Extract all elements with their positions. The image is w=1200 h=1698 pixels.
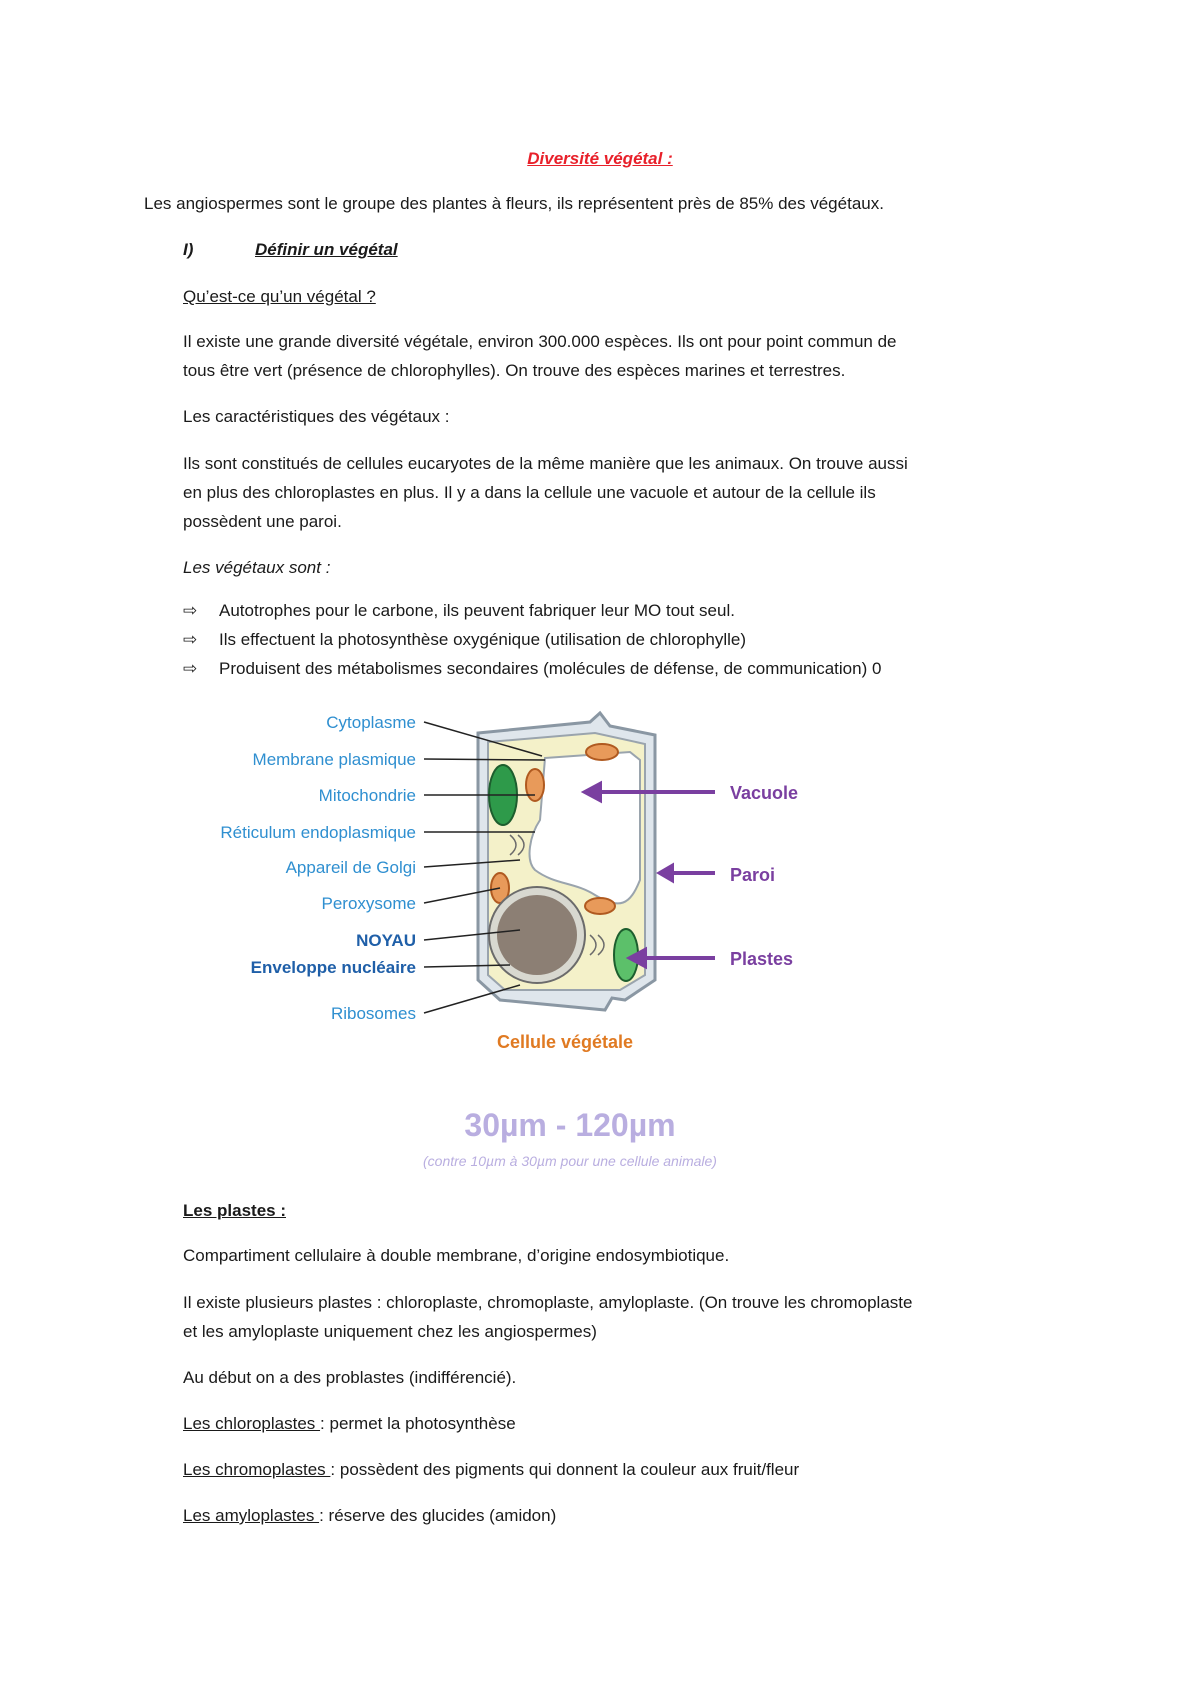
document-title: Diversité végétal : [527,149,673,168]
label-enveloppe-nucleaire: Enveloppe nucléaire [250,958,416,977]
paragraph-line: possèdent une paroi. [183,512,342,531]
label-ribosomes: Ribosomes [330,1004,416,1023]
vegetals-label: Les végétaux sont : [183,558,331,577]
paragraph-line: Il existe une grande diversité végétale, environ 300.000 espèces. Ils ont pour point commun de [183,332,897,351]
plastes-line: Il existe plusieurs plastes : chloroplaste, chromoplaste, amyloplaste. (On trouve les chromoplaste [183,1293,913,1312]
label-peroxysome: Peroxysome [321,894,416,913]
cell-size: 30µm - 120µm [464,1107,676,1143]
figure-caption: Cellule végétale [496,1032,634,1052]
mitochondria [586,744,618,760]
cell-size-note: (contre 10µm à 30µm pour une cellule animale) [423,1153,717,1169]
hollow-right-arrow-icon: ⇨ [183,601,198,620]
label-paroi: Paroi [730,865,776,885]
plastes-heading: Les plastes : [183,1201,286,1220]
label-cytoplasme: Cytoplasme [326,713,416,732]
definition-amyloplastes: Les amyloplastes : réserve des glucides (amidon) [183,1506,557,1525]
label-plastes: Plastes [730,949,794,969]
intro-paragraph: Les angiospermes sont le groupe des plantes à fleurs, ils représentent près de 85% des végétaux. [144,194,884,213]
hollow-right-arrow-icon: ⇨ [183,659,198,678]
label-membrane-plasmique: Membrane plasmique [252,750,416,769]
plastes-line: Au début on a des problastes (indifférencié). [183,1368,517,1387]
section-number: I) [183,240,194,259]
paragraph-line: Ils sont constitués de cellules eucaryotes de la même manière que les animaux. On trouve aussi [183,454,908,473]
paragraph-line: en plus des chloroplastes en plus. Il y a dans la cellule une vacuole et autour de la cellule ils [183,483,876,502]
label-golgi: Appareil de Golgi [285,858,416,877]
definition-chloroplastes: Les chloroplastes : permet la photosynthèse [183,1414,516,1433]
label-vacuole: Vacuole [730,783,799,803]
label-noyau: NOYAU [356,931,416,950]
paragraph-line: tous être vert (présence de chlorophylles). On trouve des espèces marines et terrestres. [183,361,846,380]
label-reticulum: Réticulum endoplasmique [220,823,416,842]
mitochondria [526,769,544,801]
definition-chromoplastes: Les chromoplastes : possèdent des pigments qui donnent la couleur aux fruit/fleur [183,1460,800,1479]
label-mitochondrie: Mitochondrie [318,786,416,805]
plastes-line: et les amyloplaste uniquement chez les angiospermes) [183,1322,597,1341]
characteristics-label: Les caractéristiques des végétaux : [183,407,450,426]
list-item: ⇨ Autotrophes pour le carbone, ils peuvent fabriquer leur MO tout seul. [183,596,881,625]
section-heading: Définir un végétal [255,240,398,259]
hollow-right-arrow-icon: ⇨ [183,630,198,649]
list-item: ⇨ Produisent des métabolismes secondaires (molécules de défense, de communication) 0 [183,654,881,683]
question-heading: Qu’est-ce qu’un végétal ? [183,287,376,306]
nucleus [497,895,577,975]
plastes-line: Compartiment cellulaire à double membrane, d’origine endosymbiotique. [183,1246,730,1265]
list-item: ⇨ Ils effectuent la photosynthèse oxygénique (utilisation de chlorophylle) [183,625,881,654]
mitochondria [585,898,615,914]
